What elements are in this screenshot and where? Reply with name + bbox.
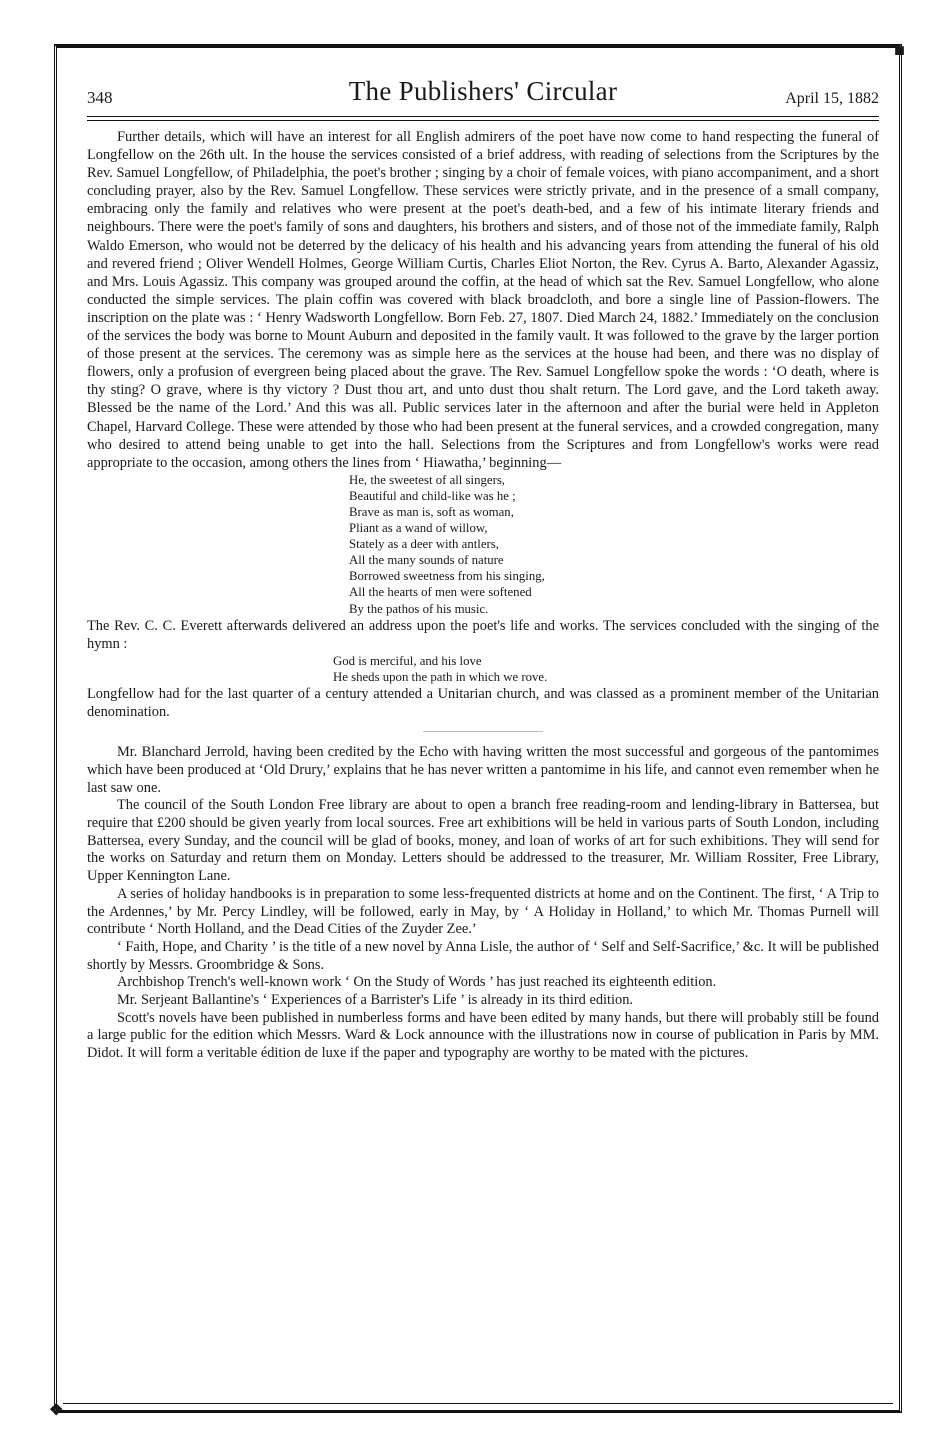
note-paragraph: Archbishop Trench's well-known work ‘ On the Study of Words ’ has just reached its eighteenth edition. [117, 974, 717, 991]
verse-line: Stately as a deer with antlers, [349, 537, 499, 552]
article-body [87, 128, 879, 1063]
note-paragraph: Mr. Blanchard Jerrold, having been credited by the Echo with having written the most successful and gorgeous of the pantomimes which have been produced at ‘Old Drury,’ explains that he has never written a pantomime in his life, and cannot even remember when he last saw one. [87, 744, 879, 796]
header-rule-secondary [87, 120, 879, 121]
issue-date: April 15, 1882 [785, 90, 879, 107]
verse-line: All the many sounds of nature [349, 553, 504, 568]
verse-line: God is merciful, and his love [333, 653, 482, 668]
closing-paragraph: Longfellow had for the last quarter of a century attended a Unitarian church, and was classed as a prominent member of the Unitarian denomination. [87, 686, 879, 721]
page-frame [49, 40, 905, 1419]
verse-line: Pliant as a wand of willow, [349, 521, 488, 536]
journal-title: The Publishers' Circular [348, 76, 618, 106]
section-divider [423, 731, 543, 732]
note-paragraph: The council of the South London Free library are about to open a branch free reading-room and lending-library in Battersea, but require that £200 should be given yearly from local sources. Free art exhibitions will be held in various parts of South London, including Battersea, every Sunday, and the council will be glad of books, money, and loan of works of art for such exhibitions. They will send for the works on Saturday and return them on Monday. Letters should be addressed to the treasurer, Mr. William Rossiter, Free Library, Upper Kennington Lane. [87, 797, 879, 885]
verse-line: Beautiful and child-like was he ; [349, 488, 516, 503]
everett-paragraph: The Rev. C. C. Everett afterwards delivered an address upon the poet's life and works. The services concluded with the singing of the hymn : [87, 617, 879, 652]
verse-line: All the hearts of men were softened [349, 585, 532, 600]
corner-ornament-icon: ■ [894, 40, 905, 60]
hymn-verse [333, 653, 879, 685]
page-number: 348 [87, 88, 113, 107]
notes-section [87, 744, 879, 1063]
verse-line: He sheds upon the path in which we rove. [333, 669, 548, 684]
note-paragraph: A series of holiday handbooks is in preparation to some less-frequented districts at home and on the Continent. The first, ‘ A Trip to the Ardennes,’ by Mr. Percy Lindley, will be followed, early in May, by ‘ A Holiday in Holland,’ to which Mr. Thomas Purnell will contribute ‘ North Holland, and the Dead Cities of the Zuyder Zee.’ [87, 885, 879, 938]
verse-line: Brave as man is, soft as woman, [349, 504, 514, 519]
bottom-ornament-icon: ❖ [49, 1402, 64, 1419]
note-paragraph: Mr. Serjeant Ballantine's ‘ Experiences of a Barrister's Life ’ is already in its third edition. [117, 992, 634, 1009]
page-header [87, 76, 879, 110]
verse-line: Borrowed sweetness from his singing, [349, 569, 545, 584]
funeral-paragraph: Further details, which will have an interest for all English admirers of the poet have now come to hand respecting the funeral of Longfellow on the 26th ult. In the house the services consisted of a brief address, with reading of selections from the Scriptures by the Rev. Samuel Longfellow, of Philadelphia, the poet's brother ; singing by a choir of female voices, with piano accompaniment, and a short concluding prayer, also by the Rev. Samuel Longfellow. These services were strictly private, and in the presence of a small company, embracing only the family and relatives who were present at the poet's death-bed, and a few of his intimate literary friends and neighbours. There were the poet's family of sons and daughters, his brothers and sisters, and of those not of the immediate family, Ralph Waldo Emerson, who would not be deterred by the delicacy of his health and his advancing years from attending the funeral of his old and revered friend ; Oliver Wendell Holmes, George William Curtis, Charles Eliot Norton, the Rev. Cyrus A. Barto, Alexander Agassiz, and Mrs. Louis Agassiz. This company was grouped around the coffin, at the head of which sat the Rev. Samuel Longfellow, who alone conducted the simple services. The plain coffin was covered with black broadcloth, and bore a single line of Passion-flowers. The inscription on the plate was : ‘ Henry Wadsworth Longfellow. Born Feb. 27, 1807. Died March 24, 1882.’ Immediately on the conclusion of the services the body was borne to Mount Auburn and deposited in the family vault. It was followed to the grave by the larger portion of those present at the services. The ceremony was as simple here as the services at the house had been, and there was no display of flowers, only a profusion of evergreen being placed about the grave. The Rev. Samuel Longfellow spoke the words : ‘O death, where is thy sting? O grave, where is thy victory ? Dust thou art, and unto dust thou shalt return. The Lord gave, and the Lord taketh away. Blessed be the name of the Lord.’ And this was all. Public services later in the afternoon and after the burial were held in Appleton Chapel, Harvard College. These were attended by those who had been present at the funeral services, and a crowded congregation, many who desired to attend being unable to get into the hall. Selections from the Scriptures and from Longfellow's works were read appropriate to the occasion, among others the lines from ‘ Hiawatha,’ beginning— [87, 129, 879, 471]
header-rule [87, 116, 879, 117]
note-paragraph: Scott's novels have been published in numberless forms and have been edited by many hands, but there will probably still be found a large public for the edition which Messrs. Ward & Lock announce with the illustrations now in course of publication in Paris by MM. Didot. It will form a veritable édition de luxe if the paper and typography are worthy to be mated with the pictures. [87, 1009, 879, 1062]
verse-line: He, the sweetest of all singers, [349, 472, 506, 487]
verse-line: By the pathos of his music. [349, 601, 489, 616]
note-paragraph: ‘ Faith, Hope, and Charity ’ is the title of a new novel by Anna Lisle, the author of ‘ Self and Self-Sacrifice,’ &c. It will be published shortly by Messrs. Groombridge & Sons. [87, 938, 879, 973]
hiawatha-verse [349, 472, 879, 617]
